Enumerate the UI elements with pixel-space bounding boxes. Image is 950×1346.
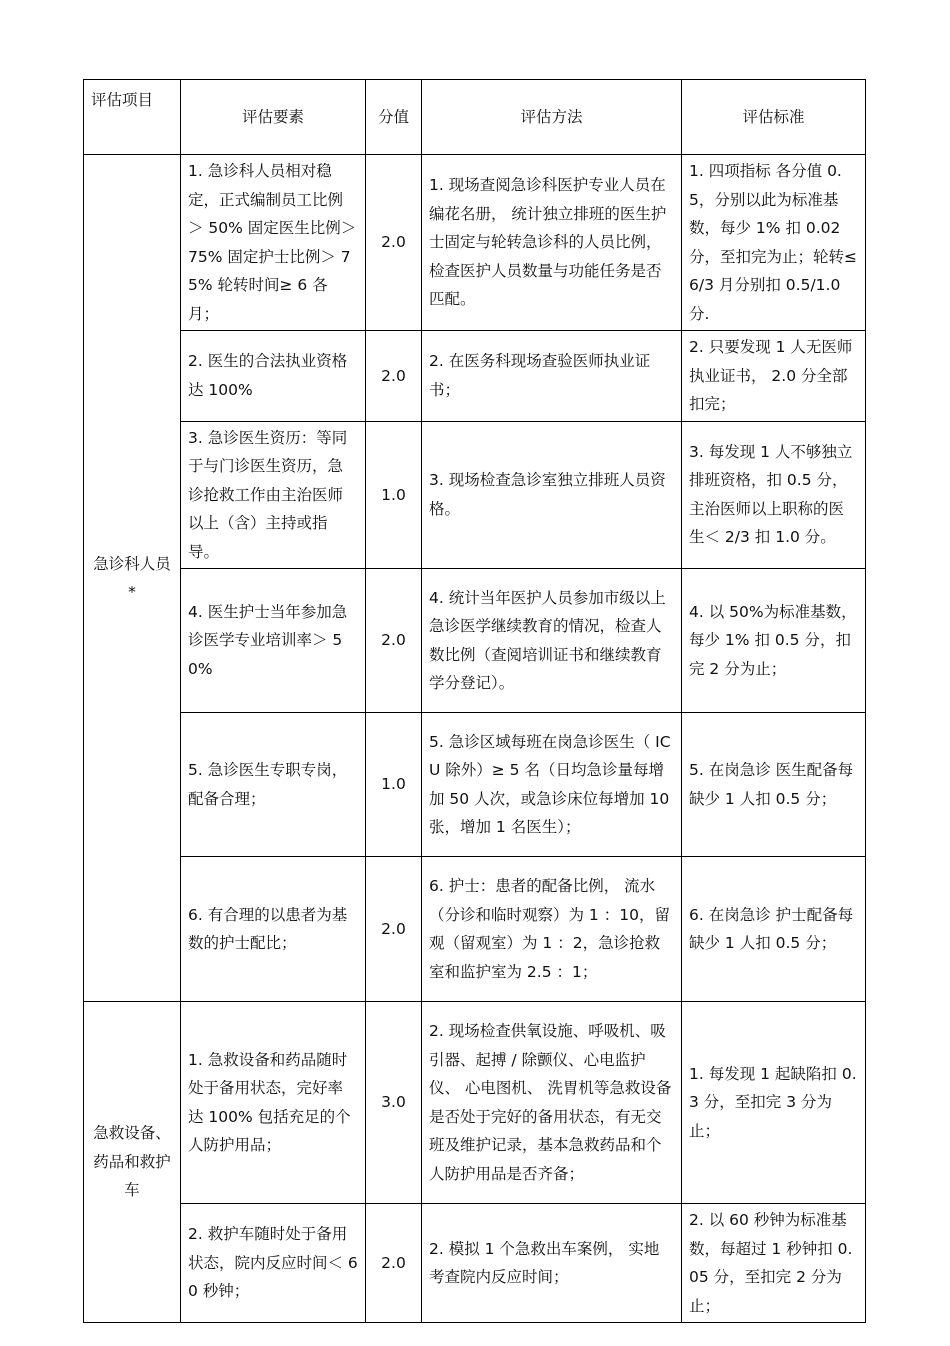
- element-cell: 2. 医生的合法执业资格达 100%: [181, 331, 366, 422]
- table-row: [84, 331, 866, 422]
- method-cell: 3. 现场检查急诊室独立排班人员资格。: [422, 421, 682, 569]
- method-cell: 1. 现场查阅急诊科医护专业人员在编花名册， 统计独立排班的医生护士固定与轮转急诊科的人员比例， 检查医护人员数量与功能任务是否匹配。: [422, 155, 682, 331]
- method-cell: 2. 在医务科现场查验医师执业证书；: [422, 331, 682, 422]
- table-row: [84, 155, 866, 331]
- evaluation-table: [83, 79, 866, 1323]
- standard-cell: 6. 在岗急诊 护士配备每缺少 1 人扣 0.5 分；: [682, 857, 866, 1002]
- standard-cell: 5. 在岗急诊 医生配备每缺少 1 人扣 0.5 分；: [682, 713, 866, 857]
- element-cell: 5. 急诊医生专职专岗，配备合理；: [181, 713, 366, 857]
- score-cell: 2.0: [366, 155, 422, 331]
- header-evaluation-element: 评估要素: [181, 80, 366, 155]
- category-cell: 急救设备、药品和救护车: [84, 1002, 181, 1323]
- table-row: [84, 857, 866, 1002]
- score-cell: 1.0: [366, 421, 422, 569]
- method-cell: 6. 护士：患者的配备比例， 流水（分诊和临时观察）为 1 ：10，留观（留观室）为 1 ：2，急诊抢救室和监护室为 2.5 ：1；: [422, 857, 682, 1002]
- header-row: [84, 80, 866, 155]
- header-score: 分值: [366, 80, 422, 155]
- standard-cell: 4. 以 50%为标准基数，每少 1% 扣 0.5 分，扣完 2 分为止；: [682, 569, 866, 713]
- method-cell: 5. 急诊区域每班在岗急诊医生（ ICU 除外）≥ 5 名（日均急诊量每增加 50 人次，或急诊床位每增加 10 张，增加 1 名医生）；: [422, 713, 682, 857]
- standard-cell: 1. 每发现 1 起缺陷扣 0.3 分，至扣完 3 分为止；: [682, 1002, 866, 1204]
- standard-cell: 2. 只要发现 1 人无医师执业证书， 2.0 分全部扣完；: [682, 331, 866, 422]
- standard-cell: 2. 以 60 秒钟为标准基数，每超过 1 秒钟扣 0.05 分，至扣完 2 分为止；: [682, 1204, 866, 1323]
- table-row: [84, 569, 866, 713]
- score-cell: 3.0: [366, 1002, 422, 1204]
- standard-cell: 3. 每发现 1 人不够独立排班资格，扣 0.5 分，主治医师以上职称的医生＜ 2/3 扣 1.0 分。: [682, 421, 866, 569]
- score-cell: 2.0: [366, 1204, 422, 1323]
- method-cell: 2. 现场检查供氧设施、呼吸机、吸引器、起搏 / 除颤仪、心电监护仪、 心电图机、 洗胃机等急救设备是否处于完好的备用状态，有无交班及维护记录，基本急救药品和个人防护用品是否齐备；: [422, 1002, 682, 1204]
- header-evaluation-method: 评估方法: [422, 80, 682, 155]
- method-cell: 2. 模拟 1 个急救出车案例， 实地考查院内反应时间；: [422, 1204, 682, 1323]
- score-cell: 2.0: [366, 857, 422, 1002]
- table-row: [84, 421, 866, 569]
- header-evaluation-standard: 评估标准: [682, 80, 866, 155]
- table-row: [84, 1204, 866, 1323]
- element-cell: 2. 救护车随时处于备用状态，院内反应时间＜ 60 秒钟；: [181, 1204, 366, 1323]
- table-row: [84, 1002, 866, 1204]
- element-cell: 4. 医生护士当年参加急诊医学专业培训率＞ 50%: [181, 569, 366, 713]
- element-cell: 1. 急诊科人员相对稳定，正式编制员工比例＞ 50% 固定医生比例＞ 75% 固定护士比例＞ 75% 轮转时间≥ 6 各月；: [181, 155, 366, 331]
- standard-cell: 1. 四项指标 各分值 0.5，分别以此为标准基数，每少 1% 扣 0.02 分，至扣完为止；轮转≤ 6/3 月分别扣 0.5/1.0 分.: [682, 155, 866, 331]
- category-cell: 急诊科人员 *: [84, 155, 181, 1002]
- element-cell: 3. 急诊医生资历：等同于与门诊医生资历，急诊抢救工作由主治医师以上（含）主持或指导。: [181, 421, 366, 569]
- header-evaluation-item: 评估项目: [84, 80, 181, 155]
- score-cell: 2.0: [366, 569, 422, 713]
- element-cell: 6. 有合理的以患者为基数的护士配比；: [181, 857, 366, 1002]
- table-row: [84, 713, 866, 857]
- score-cell: 1.0: [366, 713, 422, 857]
- method-cell: 4. 统计当年医护人员参加市级以上急诊医学继续教育的情况，检查人数比例（查阅培训证书和继续教育学分登记）。: [422, 569, 682, 713]
- score-cell: 2.0: [366, 331, 422, 422]
- element-cell: 1. 急救设备和药品随时处于备用状态，完好率达 100% 包括充足的个人防护用品；: [181, 1002, 366, 1204]
